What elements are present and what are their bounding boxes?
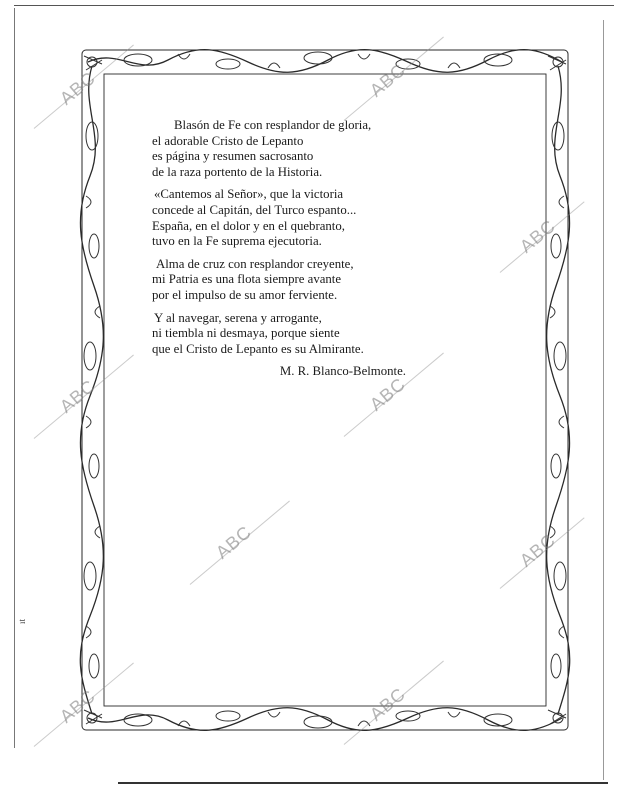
poem-line: de la raza portento de la Historia. <box>152 164 323 179</box>
poem-line: Alma de cruz con resplandor creyente, <box>156 256 354 271</box>
poem-line: que el Cristo de Lepanto es su Almirante. <box>152 341 364 356</box>
scan-border-right <box>603 20 604 780</box>
poem-signature: M. R. Blanco-Belmonte. <box>279 364 406 379</box>
watermark-abc: ABC <box>515 215 560 257</box>
poem-line: ni tiembla ni desmaya, porque siente <box>152 326 340 341</box>
poem-line: tuvo en la Fe suprema ejecutoria. <box>152 234 322 249</box>
watermark-abc: ABC <box>365 373 410 415</box>
poem-line: mi Patria es una flota siempre avante <box>152 272 342 287</box>
stanza-1 <box>120 118 410 180</box>
poem-line: «Cantemos al Señor», que la victoria <box>154 187 344 202</box>
watermark-abc: ABC <box>211 521 256 563</box>
poem-line: el adorable Cristo de Lepanto <box>152 133 304 148</box>
watermark-abc: ABC <box>365 683 410 725</box>
watermark-abc: ABC <box>55 685 100 727</box>
scan-border-top <box>14 5 614 6</box>
watermark-abc: ABC <box>55 67 100 109</box>
watermark-abc: ABC <box>515 529 560 571</box>
poem-line: es página y resumen sacrosanto <box>152 149 314 164</box>
poem-block <box>120 118 410 380</box>
watermark-abc: ABC <box>365 59 410 101</box>
poem-line: Y al navegar, serena y arrogante, <box>154 310 322 325</box>
poem-line: España, en el dolor y en el quebranto, <box>152 218 345 233</box>
scan-border-left <box>14 8 15 748</box>
poem-line: Blasón de Fe con resplandor de gloria, <box>174 118 372 132</box>
stanza-4 <box>120 311 410 358</box>
stanza-2 <box>120 187 410 249</box>
watermark-abc: ABC <box>55 375 100 417</box>
poem-line: por el impulso de su amor ferviente. <box>152 287 338 302</box>
scan-border-bottom <box>118 782 608 784</box>
poem-line: concede al Capitán, del Turco espanto... <box>152 202 357 217</box>
stanza-3 <box>120 257 410 304</box>
margin-mark: ıt <box>17 618 27 624</box>
